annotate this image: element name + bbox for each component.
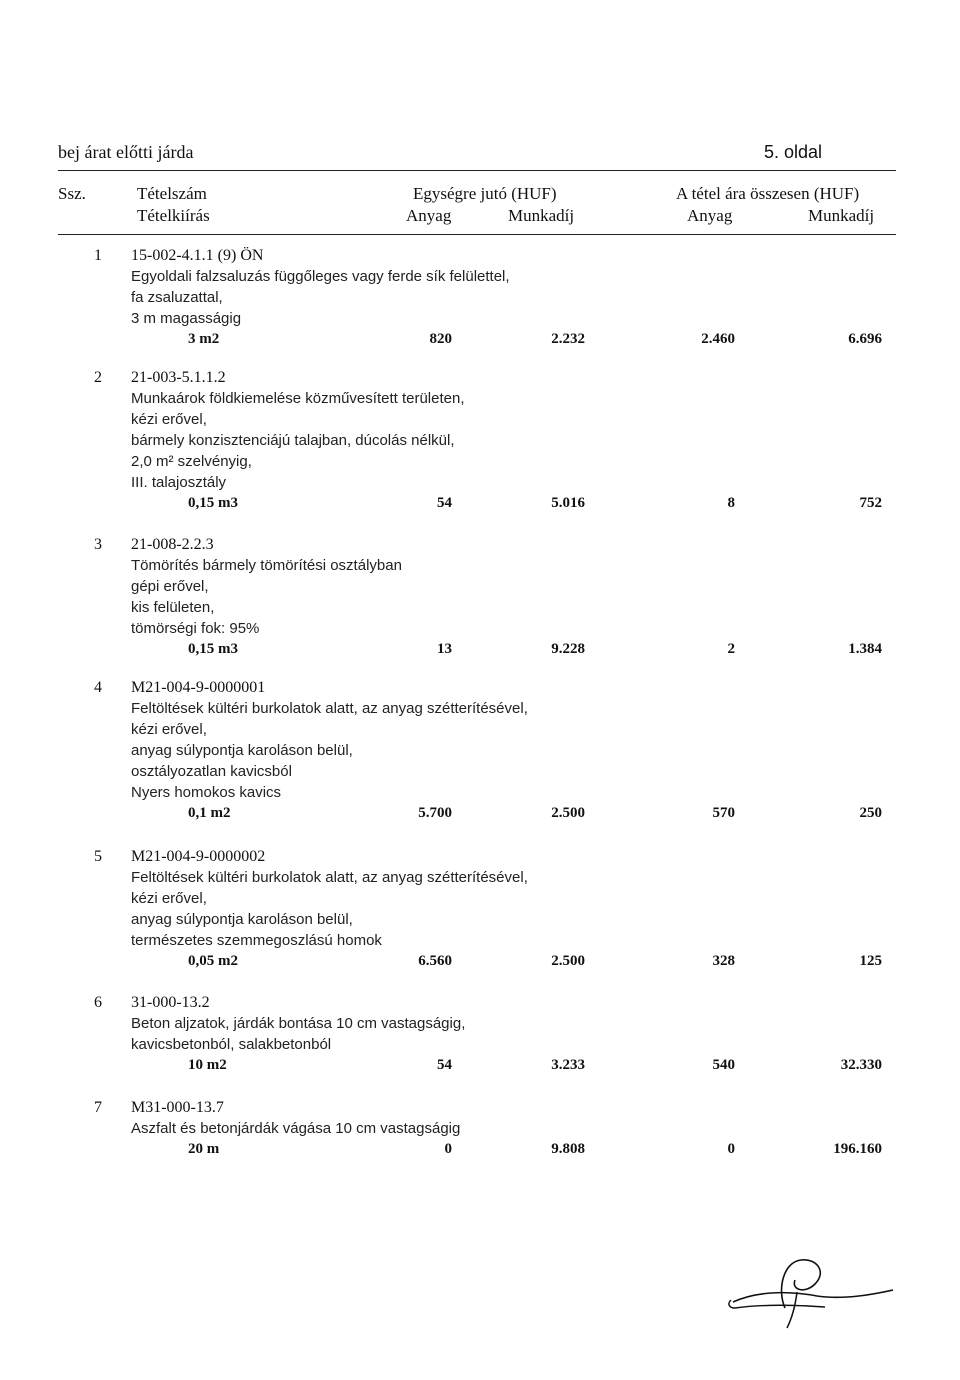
unit-material-price: 54 [437, 495, 452, 511]
unit-labour-price: 2.500 [551, 805, 585, 821]
item-description-line: természetes szemmegoszlású homok [131, 932, 382, 949]
item-description-line: anyag súlypontja karoláson belül, [131, 742, 353, 759]
item-code: 15-002-4.1.1 (9) ÖN [131, 247, 264, 264]
item-code: 21-008-2.2.3 [131, 536, 214, 553]
item-code: M21-004-9-0000001 [131, 679, 266, 696]
unit-labour-price: 2.500 [551, 953, 585, 969]
item-description-line: Beton aljzatok, járdák bontása 10 cm vastagságig, [131, 1015, 466, 1032]
unit-material-price: 5.700 [418, 805, 452, 821]
unit-labour-price: 2.232 [551, 331, 585, 347]
col-total-anyag: Anyag [687, 206, 733, 225]
item-description-line: osztályozatlan kavicsból [131, 763, 292, 780]
item-quantity: 20 m [188, 1141, 220, 1157]
item-code: M21-004-9-0000002 [131, 848, 266, 865]
total-labour-price: 1.384 [848, 641, 882, 657]
item-description-line: bármely konzisztenciájú talajban, dúcolás nélkül, [131, 432, 455, 449]
item-description-line: gépi erővel, [131, 578, 209, 595]
item-description-line: Feltöltések kültéri burkolatok alatt, az anyag szétterítésével, [131, 700, 528, 717]
header-rule-bottom [58, 234, 896, 235]
unit-labour-price: 3.233 [551, 1057, 585, 1073]
col-ssz: Ssz. [58, 184, 86, 203]
item-quantity: 10 m2 [188, 1057, 227, 1073]
item-quantity: 0,15 m3 [188, 495, 238, 511]
col-total-munkadij: Munkadíj [808, 206, 875, 225]
item-description-line: Aszfalt és betonjárdák vágása 10 cm vastagságig [131, 1120, 461, 1137]
item-description-line: anyag súlypontja karoláson belül, [131, 911, 353, 928]
item-description-line: tömörségi fok: 95% [131, 620, 260, 637]
unit-labour-price: 9.228 [551, 641, 585, 657]
total-material-price: 328 [712, 953, 735, 969]
total-labour-price: 6.696 [848, 331, 882, 347]
total-material-price: 540 [712, 1057, 735, 1073]
item-description-line: kézi erővel, [131, 411, 207, 428]
item-description-line: Feltöltések kültéri burkolatok alatt, az anyag szétterítésével, [131, 869, 528, 886]
header-rule-top [58, 170, 896, 171]
item-description-line: Tömörítés bármely tömörítési osztályban [131, 557, 402, 574]
item-description-line: Egyoldali falzsaluzás függőleges vagy ferde sík felülettel, [131, 268, 510, 285]
total-labour-price: 250 [859, 805, 882, 821]
unit-labour-price: 9.808 [551, 1141, 585, 1157]
total-material-price: 570 [712, 805, 735, 821]
col-total-group: A tétel ára összesen (HUF) [676, 184, 860, 203]
item-number: 5 [94, 848, 102, 865]
item-description-line: kis felületen, [131, 599, 215, 616]
total-labour-price: 125 [859, 953, 882, 969]
item-description-line: kézi erővel, [131, 721, 207, 738]
item-description-line: Nyers homokos kavics [131, 784, 282, 801]
item-code: 31-000-13.2 [131, 994, 210, 1011]
item-description-line: III. talajosztály [131, 474, 227, 491]
item-code: 21-003-5.1.1.2 [131, 369, 226, 386]
item-description-line: 3 m magasságig [131, 310, 242, 327]
total-labour-price: 752 [859, 495, 882, 511]
item-description-line: 2,0 m² szelvényig, [131, 453, 252, 470]
unit-material-price: 54 [437, 1057, 452, 1073]
col-tetelkiiras: Tételkiírás [137, 206, 210, 225]
item-description-line: fa zsaluzattal, [131, 289, 223, 306]
item-description-line: kézi erővel, [131, 890, 207, 907]
unit-material-price: 820 [429, 331, 452, 347]
signature [725, 1250, 895, 1330]
item-number: 4 [94, 679, 102, 696]
col-unit-anyag: Anyag [406, 206, 452, 225]
unit-material-price: 0 [444, 1141, 452, 1157]
col-unit-group: Egységre jutó (HUF) [413, 184, 557, 203]
total-material-price: 8 [727, 495, 735, 511]
col-unit-munkadij: Munkadíj [508, 206, 575, 225]
total-material-price: 2.460 [701, 331, 735, 347]
unit-material-price: 6.560 [418, 953, 452, 969]
col-tetelszam: Tételszám [137, 184, 207, 203]
total-material-price: 0 [727, 1141, 735, 1157]
unit-labour-price: 5.016 [551, 495, 585, 511]
item-number: 3 [94, 536, 102, 553]
page-title: bej árat előtti járda [58, 142, 194, 162]
item-quantity: 0,05 m2 [188, 953, 238, 969]
item-description-line: kavicsbetonból, salakbetonból [131, 1036, 332, 1053]
unit-material-price: 13 [437, 641, 452, 657]
item-number: 2 [94, 369, 102, 386]
item-quantity: 0,15 m3 [188, 641, 238, 657]
total-labour-price: 196.160 [833, 1141, 882, 1157]
item-code: M31-000-13.7 [131, 1099, 224, 1116]
total-labour-price: 32.330 [840, 1057, 882, 1073]
item-description-line: Munkaárok földkiemelése közművesített területen, [131, 390, 465, 407]
total-material-price: 2 [727, 641, 735, 657]
item-quantity: 0,1 m2 [188, 805, 231, 821]
item-number: 7 [94, 1099, 102, 1116]
item-number: 6 [94, 994, 102, 1011]
page-number: 5. oldal [763, 142, 822, 162]
item-quantity: 3 m2 [188, 331, 220, 347]
item-number: 1 [94, 247, 102, 264]
